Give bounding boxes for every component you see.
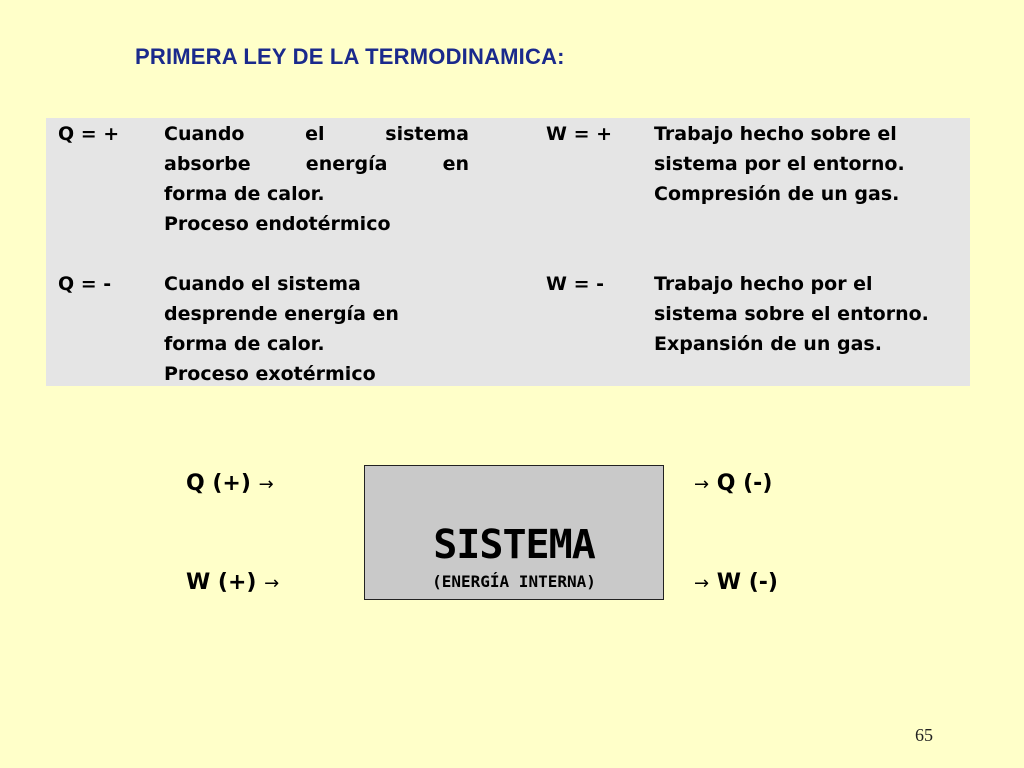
page-number: 65 bbox=[915, 725, 933, 745]
w-negative-line: Trabajo hecho por el bbox=[654, 273, 873, 295]
q-negative-label: Q = - bbox=[58, 273, 112, 295]
work-out-text: W (-) bbox=[716, 570, 778, 595]
work-in-text: W (+) bbox=[186, 570, 257, 595]
w-positive-description bbox=[654, 119, 964, 209]
q-negative-description bbox=[164, 269, 469, 389]
heat-in-label bbox=[186, 471, 274, 496]
q-positive-line: forma de calor. bbox=[164, 183, 325, 205]
sign-convention-table bbox=[46, 118, 970, 386]
q-negative-line: Cuando el sistema bbox=[164, 273, 361, 295]
heat-in-text: Q (+) bbox=[186, 471, 251, 496]
w-negative-line: sistema sobre el entorno. bbox=[654, 303, 929, 325]
q-negative-line: Proceso exotérmico bbox=[164, 363, 376, 385]
q-negative-line: desprende energía en bbox=[164, 303, 399, 325]
w-positive-label: W = + bbox=[546, 123, 613, 145]
w-positive-line: Compresión de un gas. bbox=[654, 183, 900, 205]
arrow-right-icon: → bbox=[258, 474, 274, 495]
w-positive-line: sistema por el entorno. bbox=[654, 153, 905, 175]
w-negative-label: W = - bbox=[546, 273, 604, 295]
slide-title: PRIMERA LEY DE LA TERMODINAMICA: bbox=[135, 44, 565, 69]
q-positive-description bbox=[164, 119, 469, 239]
system-box bbox=[364, 465, 664, 600]
w-negative-description bbox=[654, 269, 964, 359]
w-negative-line: Expansión de un gas. bbox=[654, 333, 882, 355]
system-title: SISTEMA bbox=[433, 522, 595, 568]
work-in-label bbox=[186, 570, 279, 595]
arrow-right-icon: → bbox=[694, 474, 710, 495]
q-positive-line: absorbe energía en bbox=[164, 153, 469, 175]
q-positive-line: Cuando el sistema bbox=[164, 123, 469, 145]
q-positive-line: Proceso endotérmico bbox=[164, 213, 391, 235]
arrow-right-icon: → bbox=[694, 573, 710, 594]
w-positive-line: Trabajo hecho sobre el bbox=[654, 123, 897, 145]
work-out-label bbox=[694, 570, 778, 595]
q-negative-line: forma de calor. bbox=[164, 333, 325, 355]
system-subtitle: (ENERGÍA INTERNA) bbox=[432, 572, 596, 591]
arrow-right-icon: → bbox=[264, 573, 280, 594]
heat-out-label bbox=[694, 471, 772, 496]
q-positive-label: Q = + bbox=[58, 123, 120, 145]
heat-out-text: Q (-) bbox=[716, 471, 773, 496]
